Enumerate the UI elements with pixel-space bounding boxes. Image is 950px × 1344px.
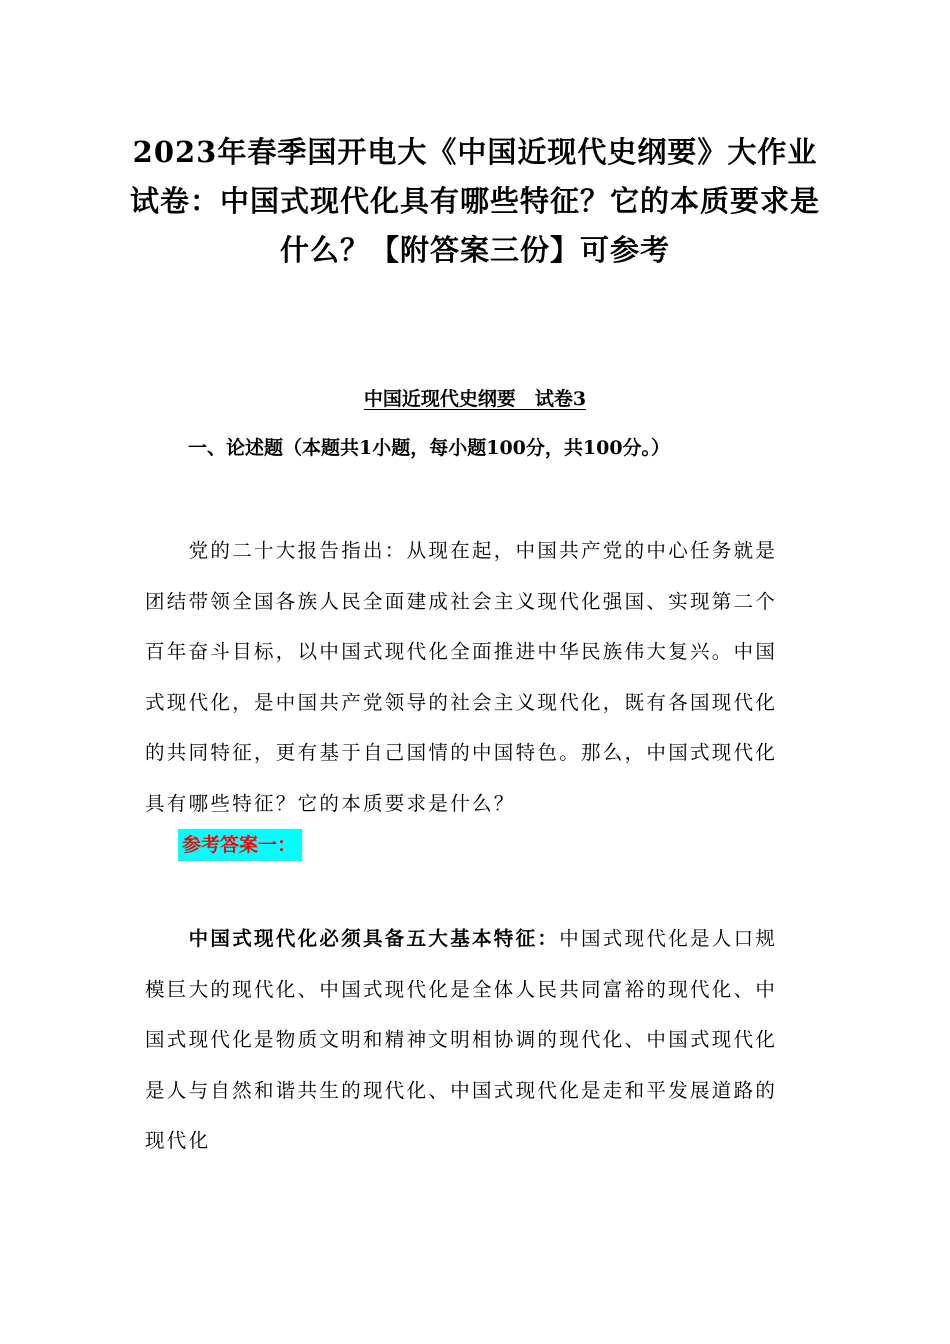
document-title-line: 什么？【附答案三份】可参考 [279, 233, 670, 267]
answer-lead: 中国式现代化必须具备五大基本特征： [145, 927, 560, 950]
paper-heading-text: 中国近现代史纲要 试卷3 [363, 388, 587, 410]
answer-line: 国式现代化是物质文明和精神文明相协调的现代化、中国式现代化 [145, 1028, 778, 1051]
question-line: 的共同特征，更有基于自己国情的中国特色。那么，中国式现代化 [145, 741, 778, 764]
question-line: 百年奋斗目标，以中国式现代化全面推进中华民族伟大复兴。中国 [145, 640, 778, 663]
answer-line [145, 914, 805, 965]
answer-line: 模巨大的现代化、中国式现代化是全体人民共同富裕的现代化、中 [145, 977, 778, 1001]
question-paragraph [145, 526, 805, 829]
document-title-line: 2023年春季国开电大《中国近现代史纲要》大作业 [132, 135, 818, 169]
question-line: 具有哪些特征？它的本质要求是什么？ [145, 791, 516, 815]
question-line: 式现代化，是中国共产党领导的社会主义现代化，既有各国现代化 [145, 690, 778, 714]
answer-paragraph [145, 914, 805, 1167]
document-title-line: 试卷：中国式现代化具有哪些特征？它的本质要求是 [130, 184, 821, 218]
answer-line: 是人与自然和谐共生的现代化、中国式现代化是走和平发展道路的 [145, 1078, 778, 1102]
section-heading: 一、论述题（本题共1小题，每小题100分，共100分。） [188, 437, 671, 459]
question-line: 团结带领全国各族人民全面建成社会主义现代化强国、实现第二个 [145, 589, 778, 613]
answer-line: 现代化 [145, 1129, 211, 1152]
document-title [130, 128, 820, 275]
answer-line-text: 中国式现代化是人口规 [559, 927, 778, 950]
paper-heading [0, 384, 950, 414]
answer-label: 参考答案一： [178, 829, 302, 861]
question-line: 党的二十大报告指出：从现在起，中国共产党的中心任务就是 [145, 539, 778, 562]
